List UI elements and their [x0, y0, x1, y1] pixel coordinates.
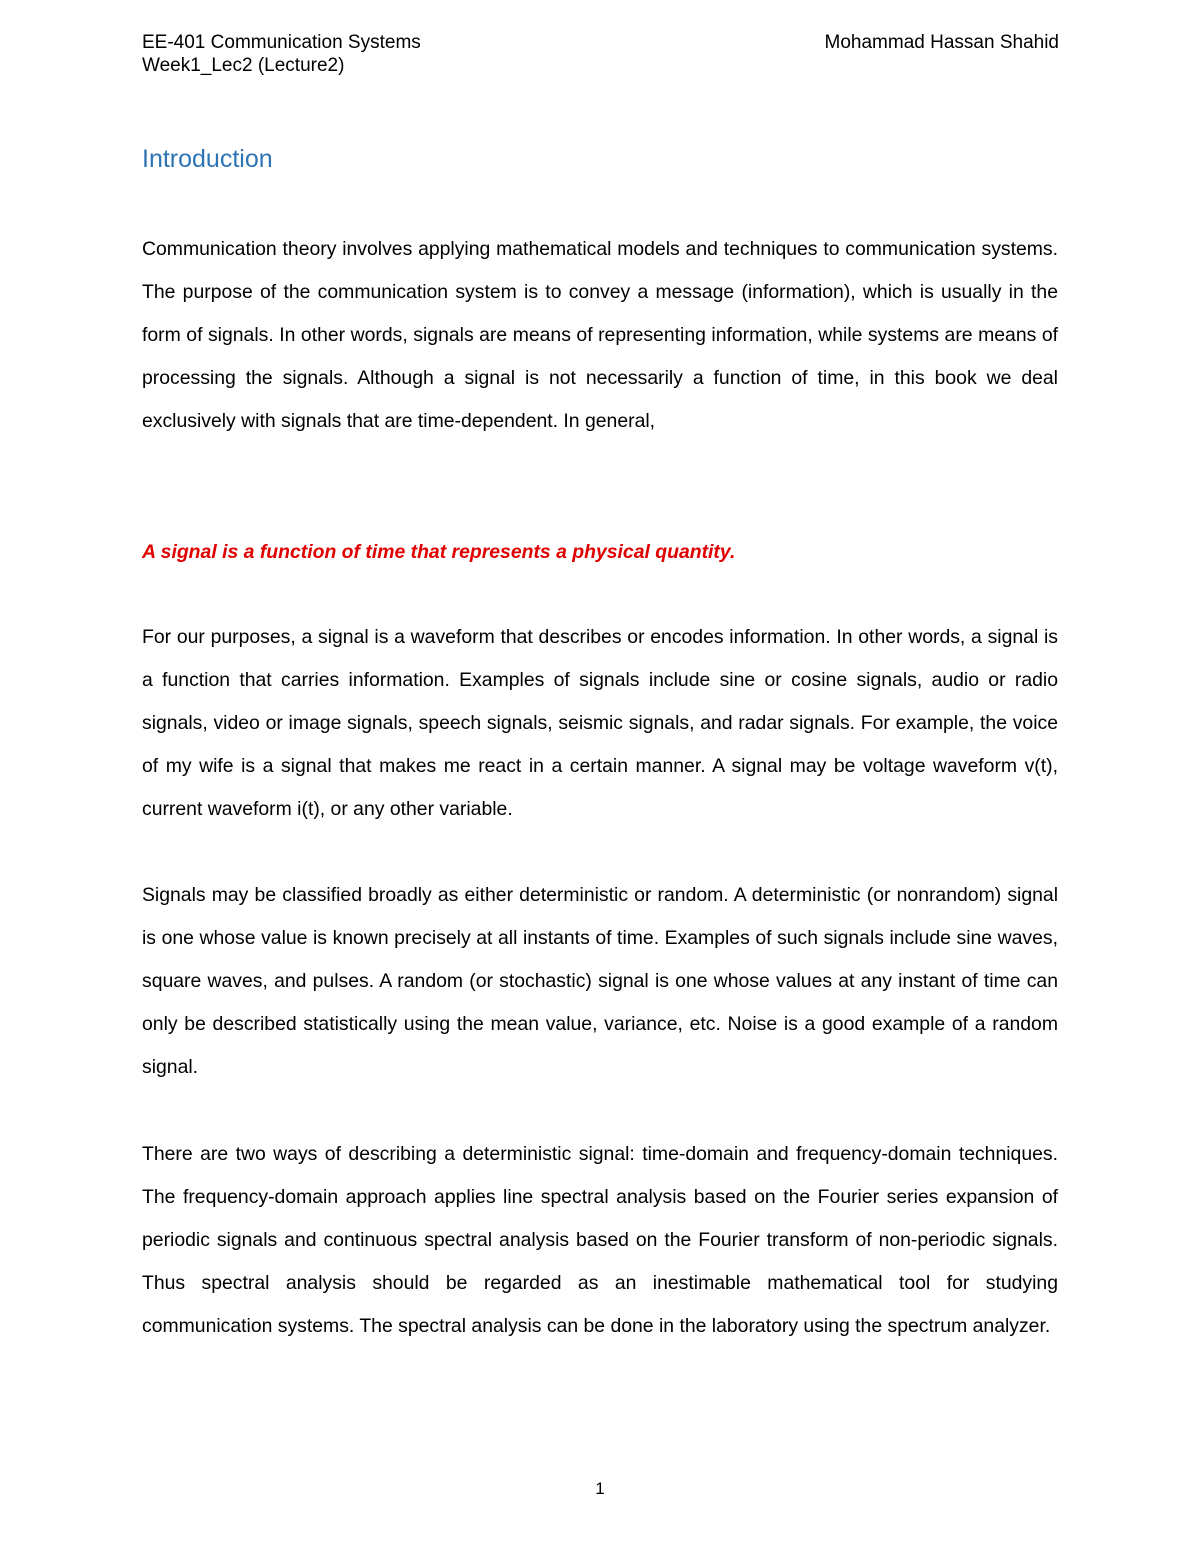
paragraph-spectral-analysis: There are two ways of describing a deterministic signal: time-domain and frequency-domain techniques. The frequency-domain approach applies line spectral analysis based on the Fourier series expansion of periodic signals and continuous spectral analysis based on the Fourier transform of non-periodic signals. Thus spectral analysis should be regarded as an inestimable mathematical tool for studying communication systems. The spectral analysis can be done in the laboratory using the spectrum analyzer.	[142, 1143, 1058, 1337]
paragraph-signal-examples: For our purposes, a signal is a waveform that describes or encodes information. In other words, a signal is a function that carries information. Examples of signals include sine or cosine signals, audio or radio signals, video or image signals, speech signals, seismic signals, and radar signals. For example, the voice of my wife is a signal that makes me react in a certain manner. A signal may be voltage waveform v(t), current waveform i(t), or any other variable.	[142, 626, 1058, 820]
paragraph-signal-classification: Signals may be classified broadly as either deterministic or random. A deterministic (or nonrandom) signal is one whose value is known precisely at all instants of time. Examples of such signals include sine waves, square waves, and pulses. A random (or stochastic) signal is one whose values at any instant of time can only be described statistically using the mean value, variance, etc. Noise is a good example of a random signal.	[142, 884, 1058, 1078]
lecture-label: Week1_Lec2 (Lecture2)	[142, 55, 345, 76]
page-header-left	[142, 31, 421, 77]
section-heading: Introduction	[142, 145, 273, 173]
course-title: EE-401 Communication Systems	[142, 32, 421, 53]
author-name: Mohammad Hassan Shahid	[824, 32, 1059, 53]
signal-definition: A signal is a function of time that represents a physical quantity.	[142, 541, 736, 563]
page-number: 1	[595, 1479, 605, 1498]
paragraph-intro: Communication theory involves applying mathematical models and techniques to communication systems. The purpose of the communication system is to convey a message (information), which is usually in the form of signals. In other words, signals are means of representing information, while systems are means of processing the signals. Although a signal is not necessarily a function of time, in this book we deal exclusively with signals that are time-dependent. In general,	[142, 238, 1058, 432]
